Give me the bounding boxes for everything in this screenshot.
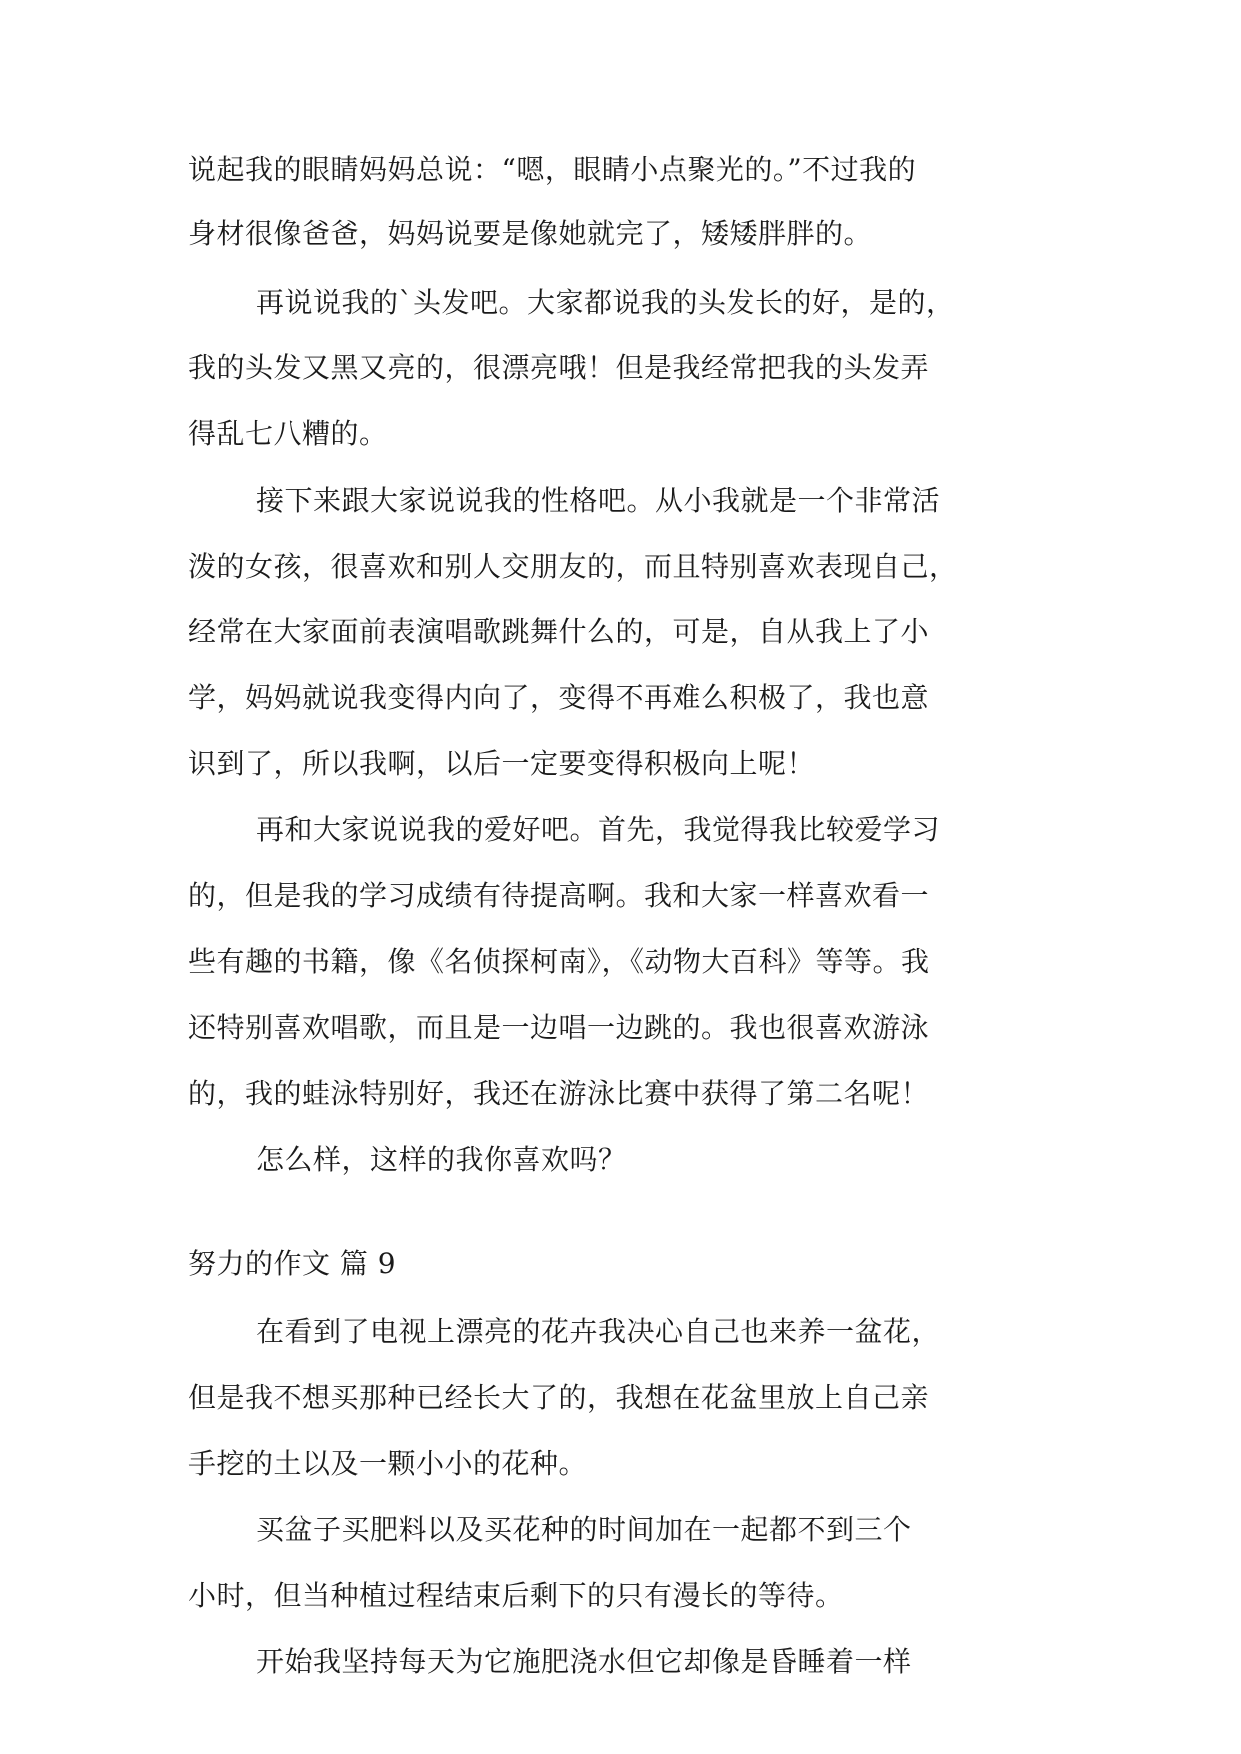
text-line: 的，我的蛙泳特别好，我还在游泳比赛中获得了第二名呢！ (188, 1077, 930, 1110)
text-line: 说起我的眼睛妈妈总说：“嗯，眼睛小点聚光的。”不过我的 (188, 153, 917, 186)
text-line: 但是我不想买那种已经长大了的，我想在花盆里放上自己亲 (188, 1381, 930, 1414)
text-line: 泼的女孩，很喜欢和别人交朋友的，而且特别喜欢表现自己， (188, 550, 958, 583)
paragraph-first-line: 在看到了电视上漂亮的花卉我决心自己也来养一盆花， (256, 1315, 941, 1348)
paragraph-first-line: 怎么样，这样的我你喜欢吗？ (256, 1143, 627, 1176)
text-line: 经常在大家面前表演唱歌跳舞什么的，可是，自从我上了小 (188, 615, 930, 648)
text-line: 些有趣的书籍，像《名侦探柯南》，《动物大百科》等等。我 (188, 945, 930, 978)
paragraph-first-line: 接下来跟大家说说我的性格吧。从小我就是一个非常活 (256, 484, 941, 517)
paragraph-first-line: 开始我坚持每天为它施肥浇水但它却像是昏睡着一样 (256, 1645, 912, 1678)
paragraph-first-line: 再说说我的`头发吧。大家都说我的头发长的好，是的， (256, 286, 955, 319)
text-line: 识到了，所以我啊，以后一定要变得积极向上呢！ (188, 747, 816, 780)
section-heading: 努力的作文 篇 9 (188, 1247, 397, 1280)
text-line: 学，妈妈就说我变得内向了，变得不再难么积极了，我也意 (188, 681, 930, 714)
paragraph-first-line: 买盆子买肥料以及买花种的时间加在一起都不到三个 (256, 1513, 912, 1546)
text-line: 手挖的土以及一颗小小的花种。 (188, 1447, 588, 1480)
text-line: 身材很像爸爸，妈妈说要是像她就完了，矮矮胖胖的。 (188, 217, 873, 250)
text-line: 得乱七八糟的。 (188, 417, 388, 450)
text-line: 小时，但当种植过程结束后剩下的只有漫长的等待。 (188, 1579, 844, 1612)
text-line: 的，但是我的学习成绩有待提高啊。我和大家一样喜欢看一 (188, 879, 930, 912)
paragraph-first-line: 再和大家说说我的爱好吧。首先，我觉得我比较爱学习 (256, 813, 941, 846)
text-line: 还特别喜欢唱歌，而且是一边唱一边跳的。我也很喜欢游泳 (188, 1011, 930, 1044)
text-line: 我的头发又黑又亮的，很漂亮哦！但是我经常把我的头发弄 (188, 351, 930, 384)
